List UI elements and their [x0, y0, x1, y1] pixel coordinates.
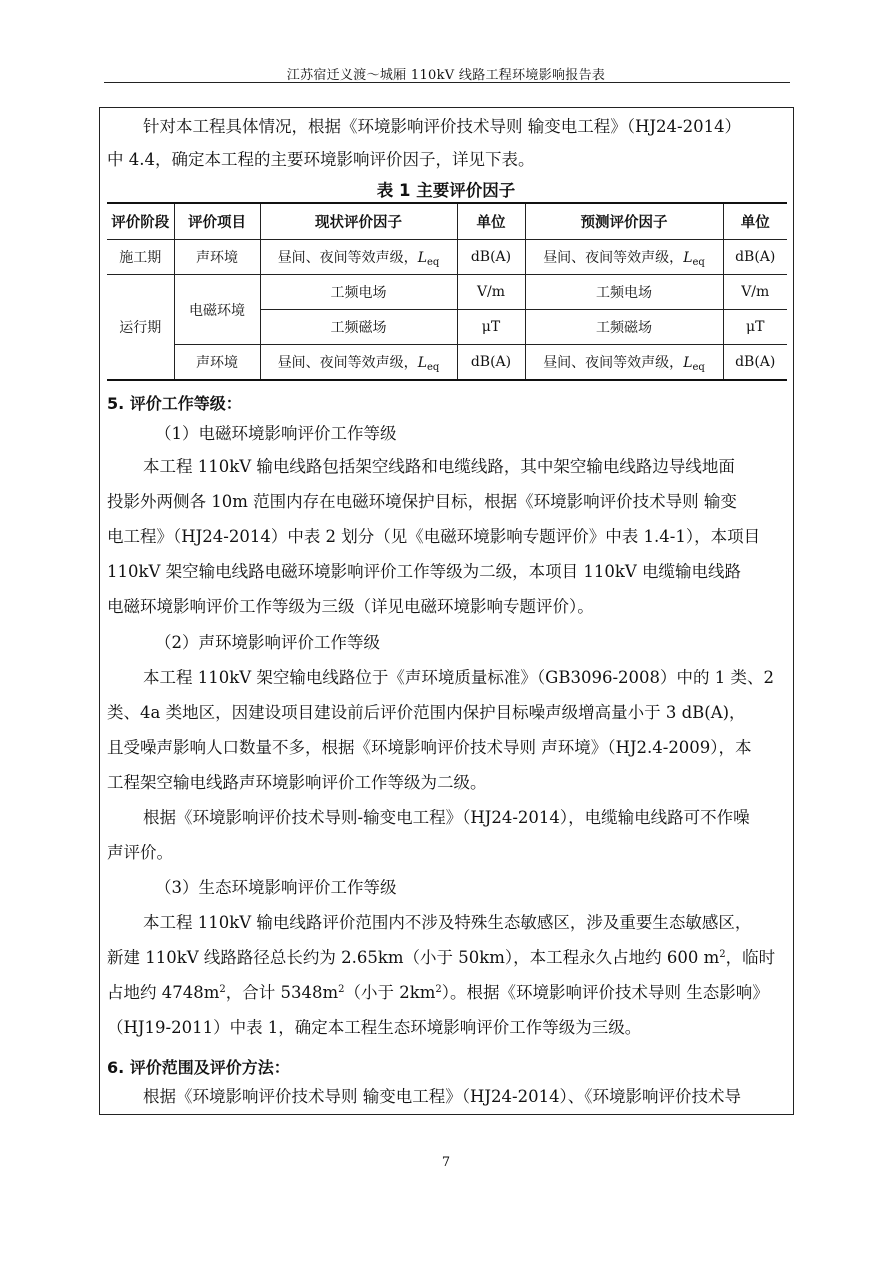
paragraph-line: 110kV 架空输电线路电磁环境影响评价工作等级为二级，本项目 110kV 电缆输电线路 — [107, 562, 742, 581]
col-stage: 评价阶段 — [107, 203, 174, 240]
paragraph-line: 本工程 110kV 输电线路包括架空线路和电缆线路，其中架空输电线路边导线地面 — [143, 457, 735, 476]
cell-unit: V/m — [457, 275, 525, 310]
table-row — [107, 345, 787, 381]
paragraph-line: 根据《环境影响评价技术导则 输变电工程》（HJ24-2014）、《环境影响评价技术导 — [143, 1087, 742, 1106]
paragraph-line: 新建 110kV 线路路径总长约为 2.65km（小于 50km），本工程永久占地约 600 $m^2$，临时 — [107, 948, 776, 967]
cell-unit: V/m — [723, 275, 787, 310]
paragraph-line: 占地约 $4748m^2$，合计 $5348m^2$（小于 $2km^2$）。根据《环境影响评价技术导则 生态影响》 — [107, 983, 769, 1002]
table-row — [107, 240, 787, 275]
cell-forecast-factor: 昼间、夜间等效声级，$L_{eq}$ — [525, 345, 723, 381]
paragraph-line: 电磁环境影响评价工作等级为三级（详见电磁环境影响专题评价）。 — [107, 597, 594, 616]
cell-stage: 运行期 — [107, 275, 174, 381]
cell-current-factor: 工频电场 — [260, 275, 457, 310]
paragraph-line: 根据《环境影响评价技术导则-输变电工程》（HJ24-2014），电缆输电线路可不作噪 — [143, 808, 750, 827]
table-header-row — [107, 203, 787, 240]
cell-current-factor: 昼间、夜间等效声级，$L_{eq}$ — [260, 345, 457, 381]
cell-forecast-factor: 工频电场 — [525, 275, 723, 310]
table-title: 表 1 主要评价因子 — [376, 181, 516, 200]
paragraph-line: （HJ19-2011）中表 1，确定本工程生态环境影响评价工作等级为三级。 — [107, 1018, 642, 1037]
page-number: 7 — [441, 1155, 451, 1170]
paragraph-line: 投影外两侧各 10m 范围内存在电磁环境保护目标，根据《环境影响评价技术导则 输变 — [107, 492, 737, 511]
cell-forecast-factor: 昼间、夜间等效声级，$L_{eq}$ — [525, 240, 723, 275]
cell-stage: 施工期 — [107, 240, 174, 275]
paragraph-line: 且受噪声影响人口数量不多，根据《环境影响评价技术导则 声环境》（HJ2.4-2009），本 — [107, 738, 752, 757]
paragraph-line: 声评价。 — [107, 843, 173, 862]
cell-unit: dB(A) — [723, 345, 787, 381]
section-6-heading: 6. 评价范围及评价方法： — [107, 1058, 290, 1077]
col-unit: 单位 — [723, 203, 787, 240]
col-item: 评价项目 — [174, 203, 260, 240]
subheading-noise: （2）声环境影响评价工作等级 — [155, 633, 380, 652]
cell-unit: dB(A) — [457, 240, 525, 275]
cell-unit: μT — [457, 310, 525, 345]
paragraph-line: 本工程 110kV 输电线路评价范围内不涉及特殊生态敏感区，涉及重要生态敏感区， — [143, 913, 752, 932]
subheading-eco: （3）生态环境影响评价工作等级 — [155, 878, 397, 897]
cell-item: 声环境 — [174, 240, 260, 275]
col-current-factor: 现状评价因子 — [260, 203, 457, 240]
paragraph-line: 工程架空输电线路声环境影响评价工作等级为二级。 — [107, 773, 487, 792]
intro-line-2: 中 4.4，确定本工程的主要环境影响评价因子，详见下表。 — [107, 150, 535, 169]
table-row — [107, 275, 787, 310]
subheading-em: （1）电磁环境影响评价工作等级 — [155, 424, 397, 443]
paragraph-line: 电工程》（HJ24-2014）中表 2 划分（见《电磁环境影响专题评价》中表 1.4-1），本项目 — [107, 527, 761, 546]
paragraph-line: 本工程 110kV 架空输电线路位于《声环境质量标准》（GB3096-2008）中的 1 类、2 — [143, 668, 774, 687]
cell-unit: μT — [723, 310, 787, 345]
page-header: 江苏宿迁义渡～城厢 110kV 线路工程环境影响报告表 — [286, 68, 606, 83]
section-5-heading: 5. 评价工作等级： — [107, 394, 242, 413]
header-rule — [104, 82, 790, 83]
paragraph-line: 类、4a 类地区，因建设项目建设前后评价范围内保护目标噪声级增高量小于 3 dB(A)， — [107, 703, 746, 722]
col-forecast-factor: 预测评价因子 — [525, 203, 723, 240]
intro-line-1: 针对本工程具体情况，根据《环境影响评价技术导则 输变电工程》（HJ24-2014） — [143, 117, 742, 136]
cell-current-factor: 昼间、夜间等效声级，$L_{eq}$ — [260, 240, 457, 275]
cell-forecast-factor: 工频磁场 — [525, 310, 723, 345]
cell-unit: dB(A) — [457, 345, 525, 381]
cell-current-factor: 工频磁场 — [260, 310, 457, 345]
cell-unit: dB(A) — [723, 240, 787, 275]
factors-table — [107, 202, 787, 381]
cell-item: 声环境 — [174, 345, 260, 381]
cell-item: 电磁环境 — [174, 275, 260, 345]
col-unit: 单位 — [457, 203, 525, 240]
